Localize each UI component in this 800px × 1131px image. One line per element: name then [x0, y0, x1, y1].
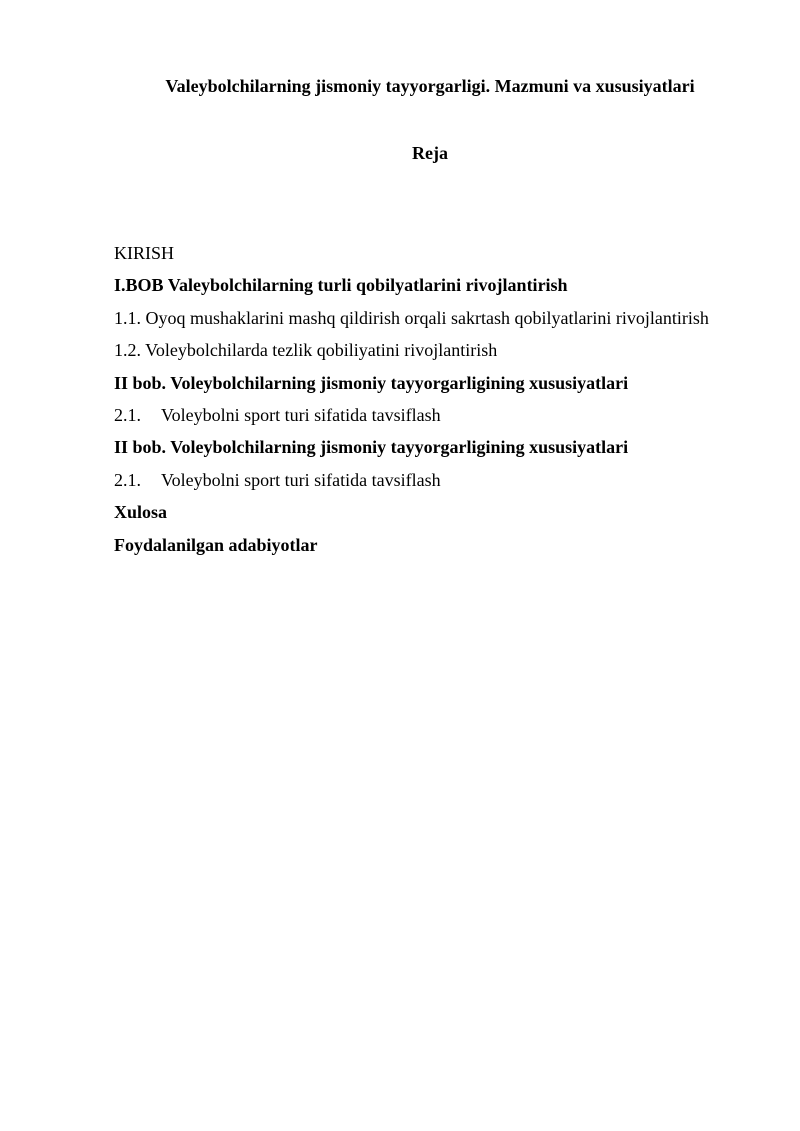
table-of-contents [114, 237, 794, 561]
plan-heading: Reja [412, 143, 448, 163]
toc-entry-chapter-2 [114, 367, 794, 399]
toc-entry-text: Voleybolni sport turi sifatida tavsiflash [161, 404, 441, 425]
toc-entry-references [114, 529, 794, 561]
toc-entry-section-1-1 [114, 302, 794, 334]
toc-entry-chapter-1 [114, 269, 794, 301]
toc-entry-text: Voleybolni sport turi sifatida tavsiflash [161, 469, 441, 490]
toc-entry-number: 2.1. [114, 404, 141, 425]
toc-entry-section-2-1 [114, 399, 794, 431]
toc-entry-text: II bob. Voleybolchilarning jismoniy tayyorgarligining xususiyatlari [114, 437, 629, 458]
toc-entry-text: I.BOB Valeybolchilarning turli qobilyatlarini rivojlantirish [114, 275, 568, 296]
toc-entry-section-1-2 [114, 334, 794, 366]
toc-entry-chapter-2-repeat [114, 431, 794, 463]
toc-entry-conclusion [114, 496, 794, 528]
toc-entry-text: 1.1. Oyoq mushaklarini mashq qildirish orqali sakrtash qobilyatlarini rivojlantirish [114, 307, 709, 328]
toc-entry-text: KIRISH [114, 243, 175, 263]
toc-entry-text: Foydalanilgan adabiyotlar [114, 534, 318, 555]
toc-entry-text: II bob. Voleybolchilarning jismoniy tayyorgarligining xususiyatlari [114, 372, 629, 393]
toc-entry-text: Xulosa [114, 502, 168, 523]
toc-entry-text: 1.2. Voleybolchilarda tezlik qobiliyatini rivojlantirish [114, 340, 498, 361]
document-title: Valeybolchilarning jismoniy tayyorgarligi. Mazmuni va xususiyatlari [165, 76, 695, 96]
toc-entry-section-2-1-repeat [114, 464, 794, 496]
toc-entry-number: 2.1. [114, 469, 141, 490]
toc-entry-introduction [114, 237, 794, 269]
